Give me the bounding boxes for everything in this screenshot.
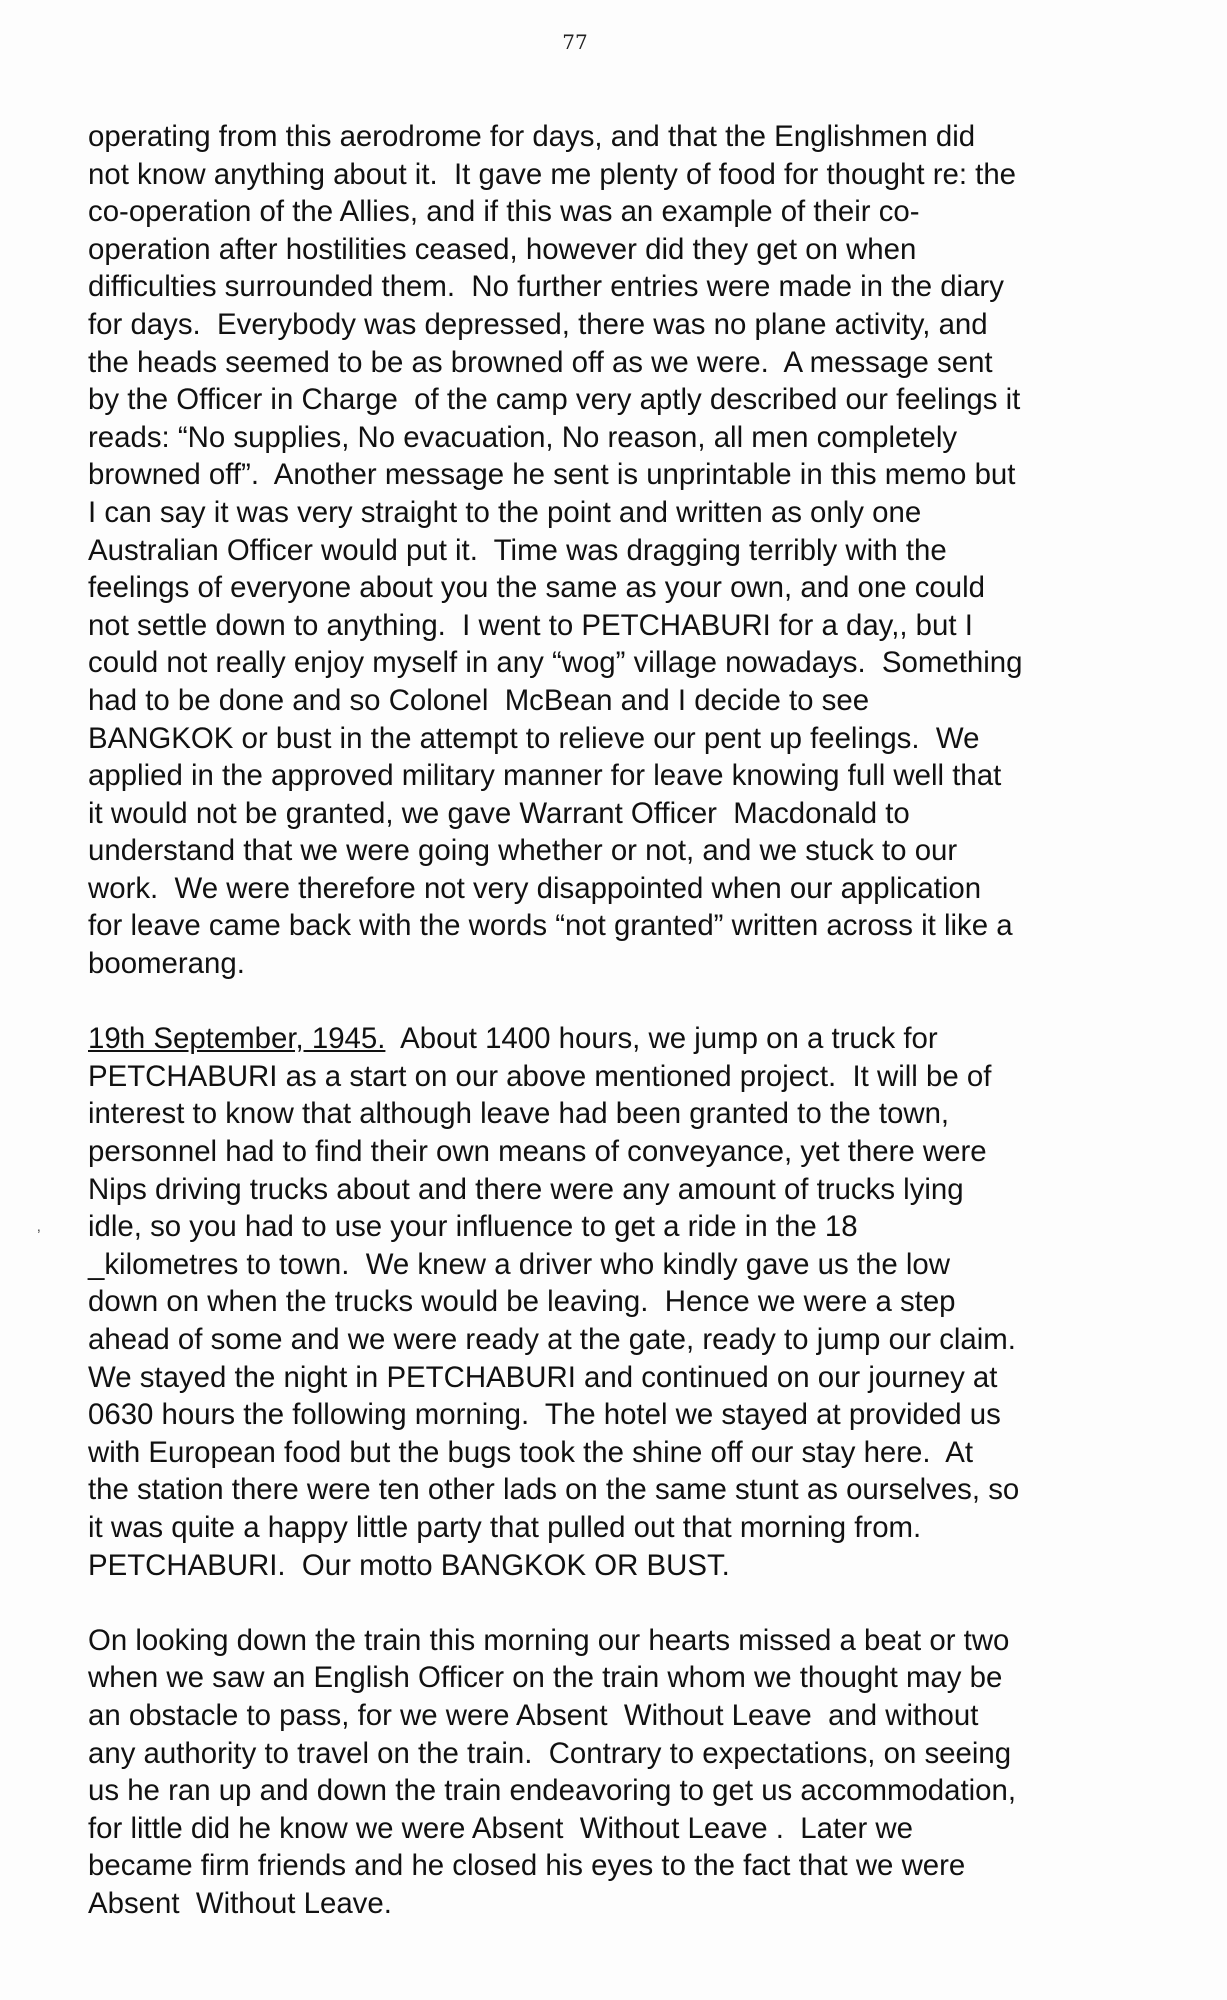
text-line: Absent Without Leave. (88, 1886, 392, 1920)
text-line: operating from this aerodrome for days, and that the Englishmen did (88, 120, 976, 153)
text-line: understand that we were going whether or not, and we stuck to our (88, 834, 958, 868)
text-line: the station there were ten other lads on the same stunt as ourselves, so (88, 1473, 1020, 1507)
text-line: browned off”. Another message he sent is unprintable in this memo but (88, 458, 1016, 492)
text-line: when we saw an English Officer on the train whom we thought may be (88, 1661, 1003, 1695)
body-text (88, 118, 1148, 1923)
text-line: with European food but the bugs took the shine off our stay here. At (88, 1435, 974, 1469)
text-line: for leave came back with the words “not granted” written across it like a (88, 909, 1013, 943)
text-line: work. We were therefore not very disappointed when our application (88, 871, 982, 905)
dated-entry-first-line (88, 1020, 1148, 1058)
text-line: any authority to travel on the train. Contrary to expectations, on seeing (88, 1736, 1012, 1770)
paragraph-2 (88, 1020, 1148, 1584)
text-line: not settle down to anything. I went to PETCHABURI for a day,, but I (88, 608, 973, 642)
text-line: became firm friends and he closed his eyes to the fact that we were (88, 1849, 966, 1883)
text-line: personnel had to find their own means of conveyance, yet there were (88, 1135, 987, 1169)
text-line: co-operation of the Allies, and if this was an example of their co- (88, 195, 920, 229)
text-line: applied in the approved military manner for leave knowing full well that (88, 759, 1002, 793)
entry-date: 19th September, 1945. (88, 1022, 386, 1056)
text-line: idle, so you had to use your influence to get a ride in the 18 (88, 1210, 858, 1244)
text-line: interest to know that although leave had been granted to the town, (88, 1097, 950, 1131)
text-line: BANGKOK or bust in the attempt to relieve our pent up feelings. We (88, 721, 980, 755)
text-line: could not really enjoy myself in any “wog” village nowadays. Something (88, 646, 1023, 680)
paragraph-1 (88, 118, 1148, 983)
text-line: an obstacle to pass, for we were Absent Without Leave and without (88, 1698, 979, 1732)
text-line: boomerang. (88, 947, 245, 981)
stray-pen-mark: ‚ (37, 1218, 41, 1235)
text-line: PETCHABURI. Our motto BANGKOK OR BUST. (88, 1548, 730, 1582)
text-line: On looking down the train this morning our hearts missed a beat or two (88, 1623, 1010, 1657)
text-line: 0630 hours the following morning. The hotel we stayed at provided us (88, 1398, 1001, 1432)
text-line: reads: “No supplies, No evacuation, No reason, all men completely (88, 420, 958, 454)
text-line: for days. Everybody was depressed, there was no plane activity, and (88, 307, 988, 341)
text-line: feelings of everyone about you the same as your own, and one could (88, 571, 986, 605)
text-line: operation after hostilities ceased, however did they get on when (88, 232, 917, 266)
paragraph-3 (88, 1622, 1148, 1923)
text-line: Australian Officer would put it. Time was dragging terribly with the (88, 533, 947, 567)
text-line: the heads seemed to be as browned off as we were. A message sent (88, 345, 993, 379)
text-line: Nips driving trucks about and there were any amount of trucks lying (88, 1172, 964, 1206)
text-line: down on when the trucks would be leaving. Hence we were a step (88, 1285, 956, 1319)
text-line: not know anything about it. It gave me plenty of food for thought re: the (88, 157, 1017, 191)
text-line: We stayed the night in PETCHABURI and continued on our journey at (88, 1360, 998, 1394)
page-number: 77 (562, 30, 588, 54)
text-line: for little did he know we were Absent Without Leave . Later we (88, 1811, 914, 1845)
text-line: I can say it was very straight to the point and written as only one (88, 495, 922, 529)
text-line: by the Officer in Charge of the camp very aptly described our feelings it (88, 383, 1021, 417)
text-line: it was quite a happy little party that pulled out that morning from. (88, 1510, 922, 1544)
text-line: ahead of some and we were ready at the gate, ready to jump our claim. (88, 1323, 1016, 1356)
text-line: difficulties surrounded them. No further entries were made in the diary (88, 270, 1004, 304)
text-line: us he ran up and down the train endeavoring to get us accommodation, (88, 1774, 1017, 1808)
entry-text: About 1400 hours, we jump on a truck for (385, 1022, 938, 1056)
text-line: PETCHABURI as a start on our above mentioned project. It will be of (88, 1059, 992, 1093)
text-line: had to be done and so Colonel McBean and I decide to see (88, 683, 870, 717)
text-line: _kilometres to town. We knew a driver who kindly gave us the low (88, 1247, 950, 1281)
text-line: it would not be granted, we gave Warrant Officer Macdonald to (88, 796, 910, 830)
